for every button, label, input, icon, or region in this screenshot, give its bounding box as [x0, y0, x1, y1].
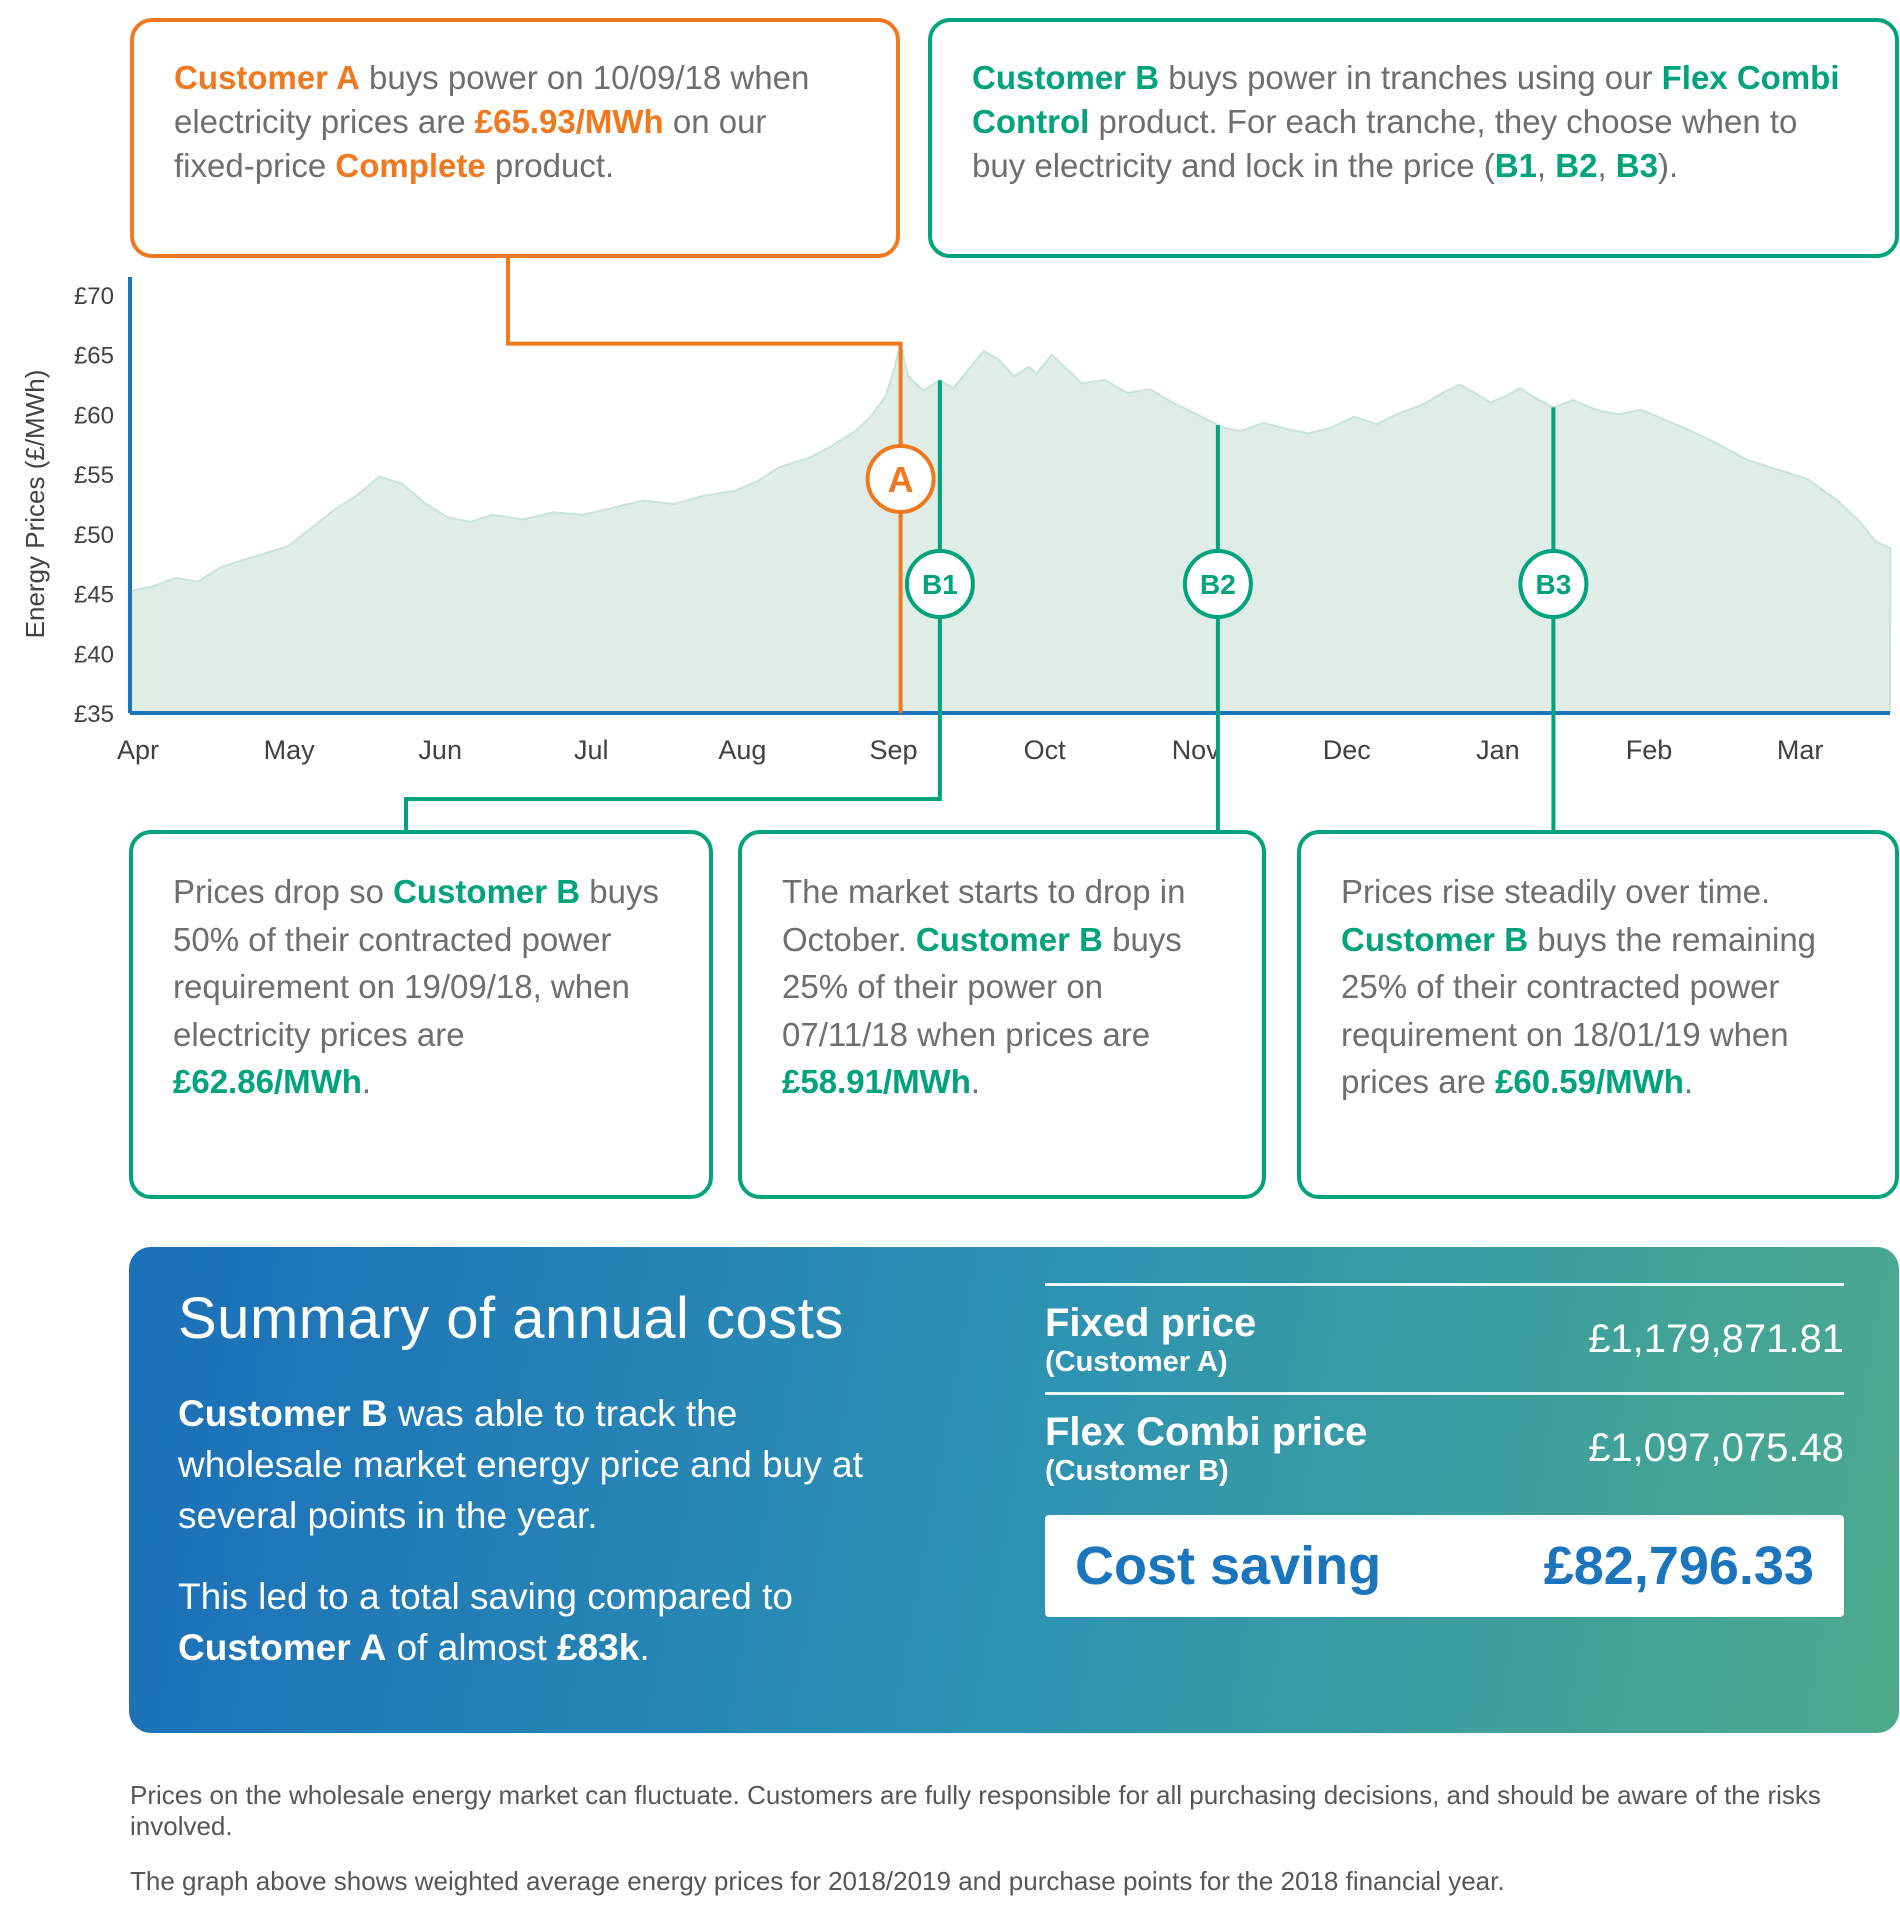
y-tick-label: £40 [73, 641, 114, 669]
fixed-price-value: £1,179,871.81 [1588, 1317, 1844, 1362]
price-area [130, 344, 1890, 713]
marker-label-b1: B1 [922, 569, 958, 600]
x-tick-label: Apr [116, 735, 160, 765]
x-tick-label: May [263, 735, 315, 765]
y-tick-label: £70 [73, 283, 114, 310]
x-tick-label: Jan [1476, 735, 1520, 765]
summary-left-column [178, 1285, 898, 1703]
callout-customer-b: Customer B buys power in tranches using our Flex Combi Control product. For each tranche, they choose when to buy electricity and lock in the price (B1, B2, B3). [928, 18, 1899, 258]
x-tick-label: Feb [1625, 735, 1673, 765]
y-axis-title: Energy Prices (£/MWh) [20, 369, 50, 639]
flex-combi-price-row [1045, 1392, 1844, 1501]
fixed-price-label-main: Fixed price [1045, 1301, 1257, 1345]
x-tick-label: Jul [574, 735, 609, 765]
cost-saving-value: £82,796.33 [1543, 1535, 1814, 1596]
x-tick-label: Mar [1776, 735, 1824, 765]
x-tick-label: Jun [418, 735, 462, 765]
marker-label-b2: B2 [1200, 569, 1236, 600]
fixed-price-label-sub: (Customer A) [1045, 1345, 1228, 1378]
x-tick-label: Dec [1322, 735, 1371, 765]
summary-paragraph-2: This led to a total saving compared to Customer A of almost £83k. [178, 1576, 793, 1669]
flex-combi-label-main: Flex Combi price [1045, 1409, 1368, 1454]
callout-customer-a: Customer A buys power on 10/09/18 when electricity prices are £65.93/MWh on our fixed-price Complete product. [130, 18, 900, 258]
y-tick-label: £45 [73, 581, 114, 609]
cost-saving-box [1045, 1515, 1844, 1617]
summary-panel [129, 1247, 1899, 1733]
y-tick-label: £55 [73, 462, 114, 490]
y-tick-label: £65 [73, 342, 114, 370]
flex-combi-value: £1,097,075.48 [1588, 1426, 1844, 1471]
x-tick-label: Sep [869, 735, 918, 765]
y-tick-label: £50 [73, 521, 114, 549]
summary-title: Summary of annual costs [178, 1286, 844, 1351]
costs-table [1045, 1283, 1844, 1617]
cost-saving-label: Cost saving [1075, 1535, 1382, 1596]
marker-label-b3: B3 [1535, 569, 1572, 600]
fixed-price-label [1045, 1301, 1256, 1379]
callout-tranche-b3: Prices rise steadily over time. Customer B buys the remaining 25% of their contracted power requirement on 18/01/19 when prices are £60.59/MWh. [1297, 830, 1899, 1199]
flex-combi-label [1045, 1410, 1367, 1488]
y-tick-label: £60 [73, 402, 114, 430]
callout-tranche-b1: Prices drop so Customer B buys 50% of their contracted power requirement on 19/09/18, when electricity prices are £62.86/MWh. [129, 830, 713, 1199]
flex-combi-label-sub: (Customer B) [1045, 1454, 1229, 1487]
x-tick-label: Aug [718, 735, 767, 765]
marker-label-a: A [887, 459, 914, 500]
callout-tranche-b2: The market starts to drop in October. Customer B buys 25% of their power on 07/11/18 when prices are £58.91/MWh. [738, 830, 1266, 1199]
x-tick-label: Nov [1171, 735, 1220, 765]
footnotes [130, 1780, 1850, 1921]
summary-paragraph-1: Customer B was able to track the wholesale market energy price and buy at several points in the year. [178, 1393, 863, 1537]
x-tick-label: Oct [1023, 735, 1066, 765]
footnote-line-2: The graph above shows weighted average energy prices for 2018/2019 and purchase points for the 2018 financial year. [130, 1866, 1505, 1896]
footnote-line-1: Prices on the wholesale energy market can fluctuate. Customers are fully responsible for all purchasing decisions, and should be aware of the risks involved. [130, 1780, 1821, 1841]
fixed-price-row [1045, 1283, 1844, 1392]
y-tick-label: £35 [73, 701, 114, 728]
